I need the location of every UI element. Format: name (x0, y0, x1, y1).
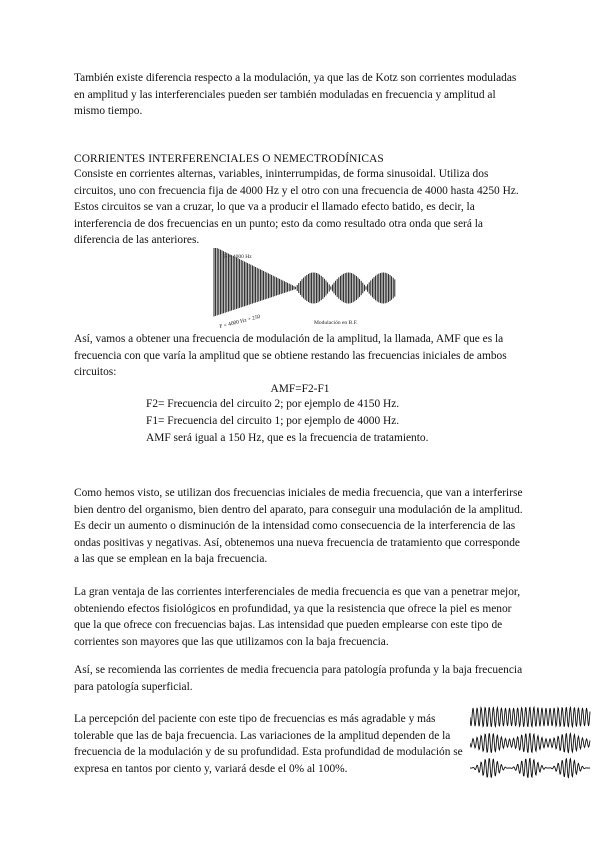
modulation-depth-waveforms (470, 704, 592, 782)
interference-wave-diagram (210, 248, 400, 336)
paragraph-modulacion: También existe diferencia respecto a la modulación, ya que las de Kotz son corrientes moduladas en amplitud y las interferenciales pueden ser también moduladas en frecuencia y amplitud al mismo tiempo. (74, 72, 517, 118)
paragraph-recomendacion: Así, se recomienda las corrientes de media frecuencia para patología profunda y la baja frecuencia para patología superficial. (74, 664, 523, 693)
formula-amf: AMF=F2-F1 (270, 383, 330, 395)
waveform-trace (470, 759, 590, 778)
paragraph-percepcion: La percepción del paciente con este tipo de frecuencias es más agradable y más tolerable que las de baja frecuencia. Las variaciones de la amplitud dependen de la frecuencia de la modulación y de su profundidad. Esta profundidad de modulación se expresa en tantos por ciento y, variará desde el 0% al 100%. (74, 713, 463, 775)
label-modulation: Modulación en B.F. (314, 320, 358, 326)
label-circuit-2: F = 4000 Hz + 250 (219, 314, 262, 330)
paragraph-media-frecuencia: Como hemos visto, se utilizan dos frecuencias iniciales de media frecuencia, que van a interferirse bien dentro del organismo, bien dentro del aparato, para conseguir una modulación de la amplitud. Es decir un aumento o disminución de la intensidad como consecuencia de la interferencia de las ondas positivas y negativas. Así, obtenemos una nueva frecuencia de tratamiento que corresponde a las que se emplean en la baja frecuencia. (74, 487, 523, 566)
definition-amf: AMF será igual a 150 Hz, que es la frecuencia de tratamiento. (146, 432, 429, 444)
paragraph-amf: Así, vamos a obtener una frecuencia de modulación de la amplitud, la llamada, AMF que es la frecuencia con que varía la amplitud que se obtiene restando las frecuencias iniciales de ambos circuitos: (74, 333, 507, 379)
waveform-trace (470, 734, 590, 753)
label-circuit-1: F = 4000 Hz (224, 254, 252, 260)
modulated-waveforms (470, 707, 590, 777)
paragraph-definicion: Consiste en corrientes alternas, variables, ininterrumpidas, de forma sinusoidal. Utiliza dos circuitos, uno con frecuencia fija de 4000 Hz y el otro con una frecuencia de 4000 hasta 4250 Hz. Estos circuitos se van a cruzar, lo que va a producir el llamado efecto batido, es decir, la interferencia de dos frecuencias en un punto; esto da como resultado otra onda que será la diferencia de las anteriores. (74, 168, 519, 247)
paragraph-ventaja: La gran ventaja de las corrientes interferenciales de media frecuencia es que van a penetrar mejor, obteniendo efectos fisiológicos en profundidad, ya que la resistencia que ofrece la piel es menor que la que ofrece con frecuencias bajas. Las intensidad que pueden emplearse con este tipo de corrientes son mayores que las que utilizamos con la baja frecuencia. (74, 586, 521, 648)
section-heading: CORRIENTES INTERFERENCIALES O NEMECTRODÍNICAS (74, 153, 384, 165)
waveform-trace (470, 707, 590, 726)
definition-f1: F1= Frecuencia del circuito 1; por ejemplo de 4000 Hz. (146, 415, 400, 427)
definition-f2: F2= Frecuencia del circuito 2; por ejemplo de 4150 Hz. (146, 398, 400, 410)
